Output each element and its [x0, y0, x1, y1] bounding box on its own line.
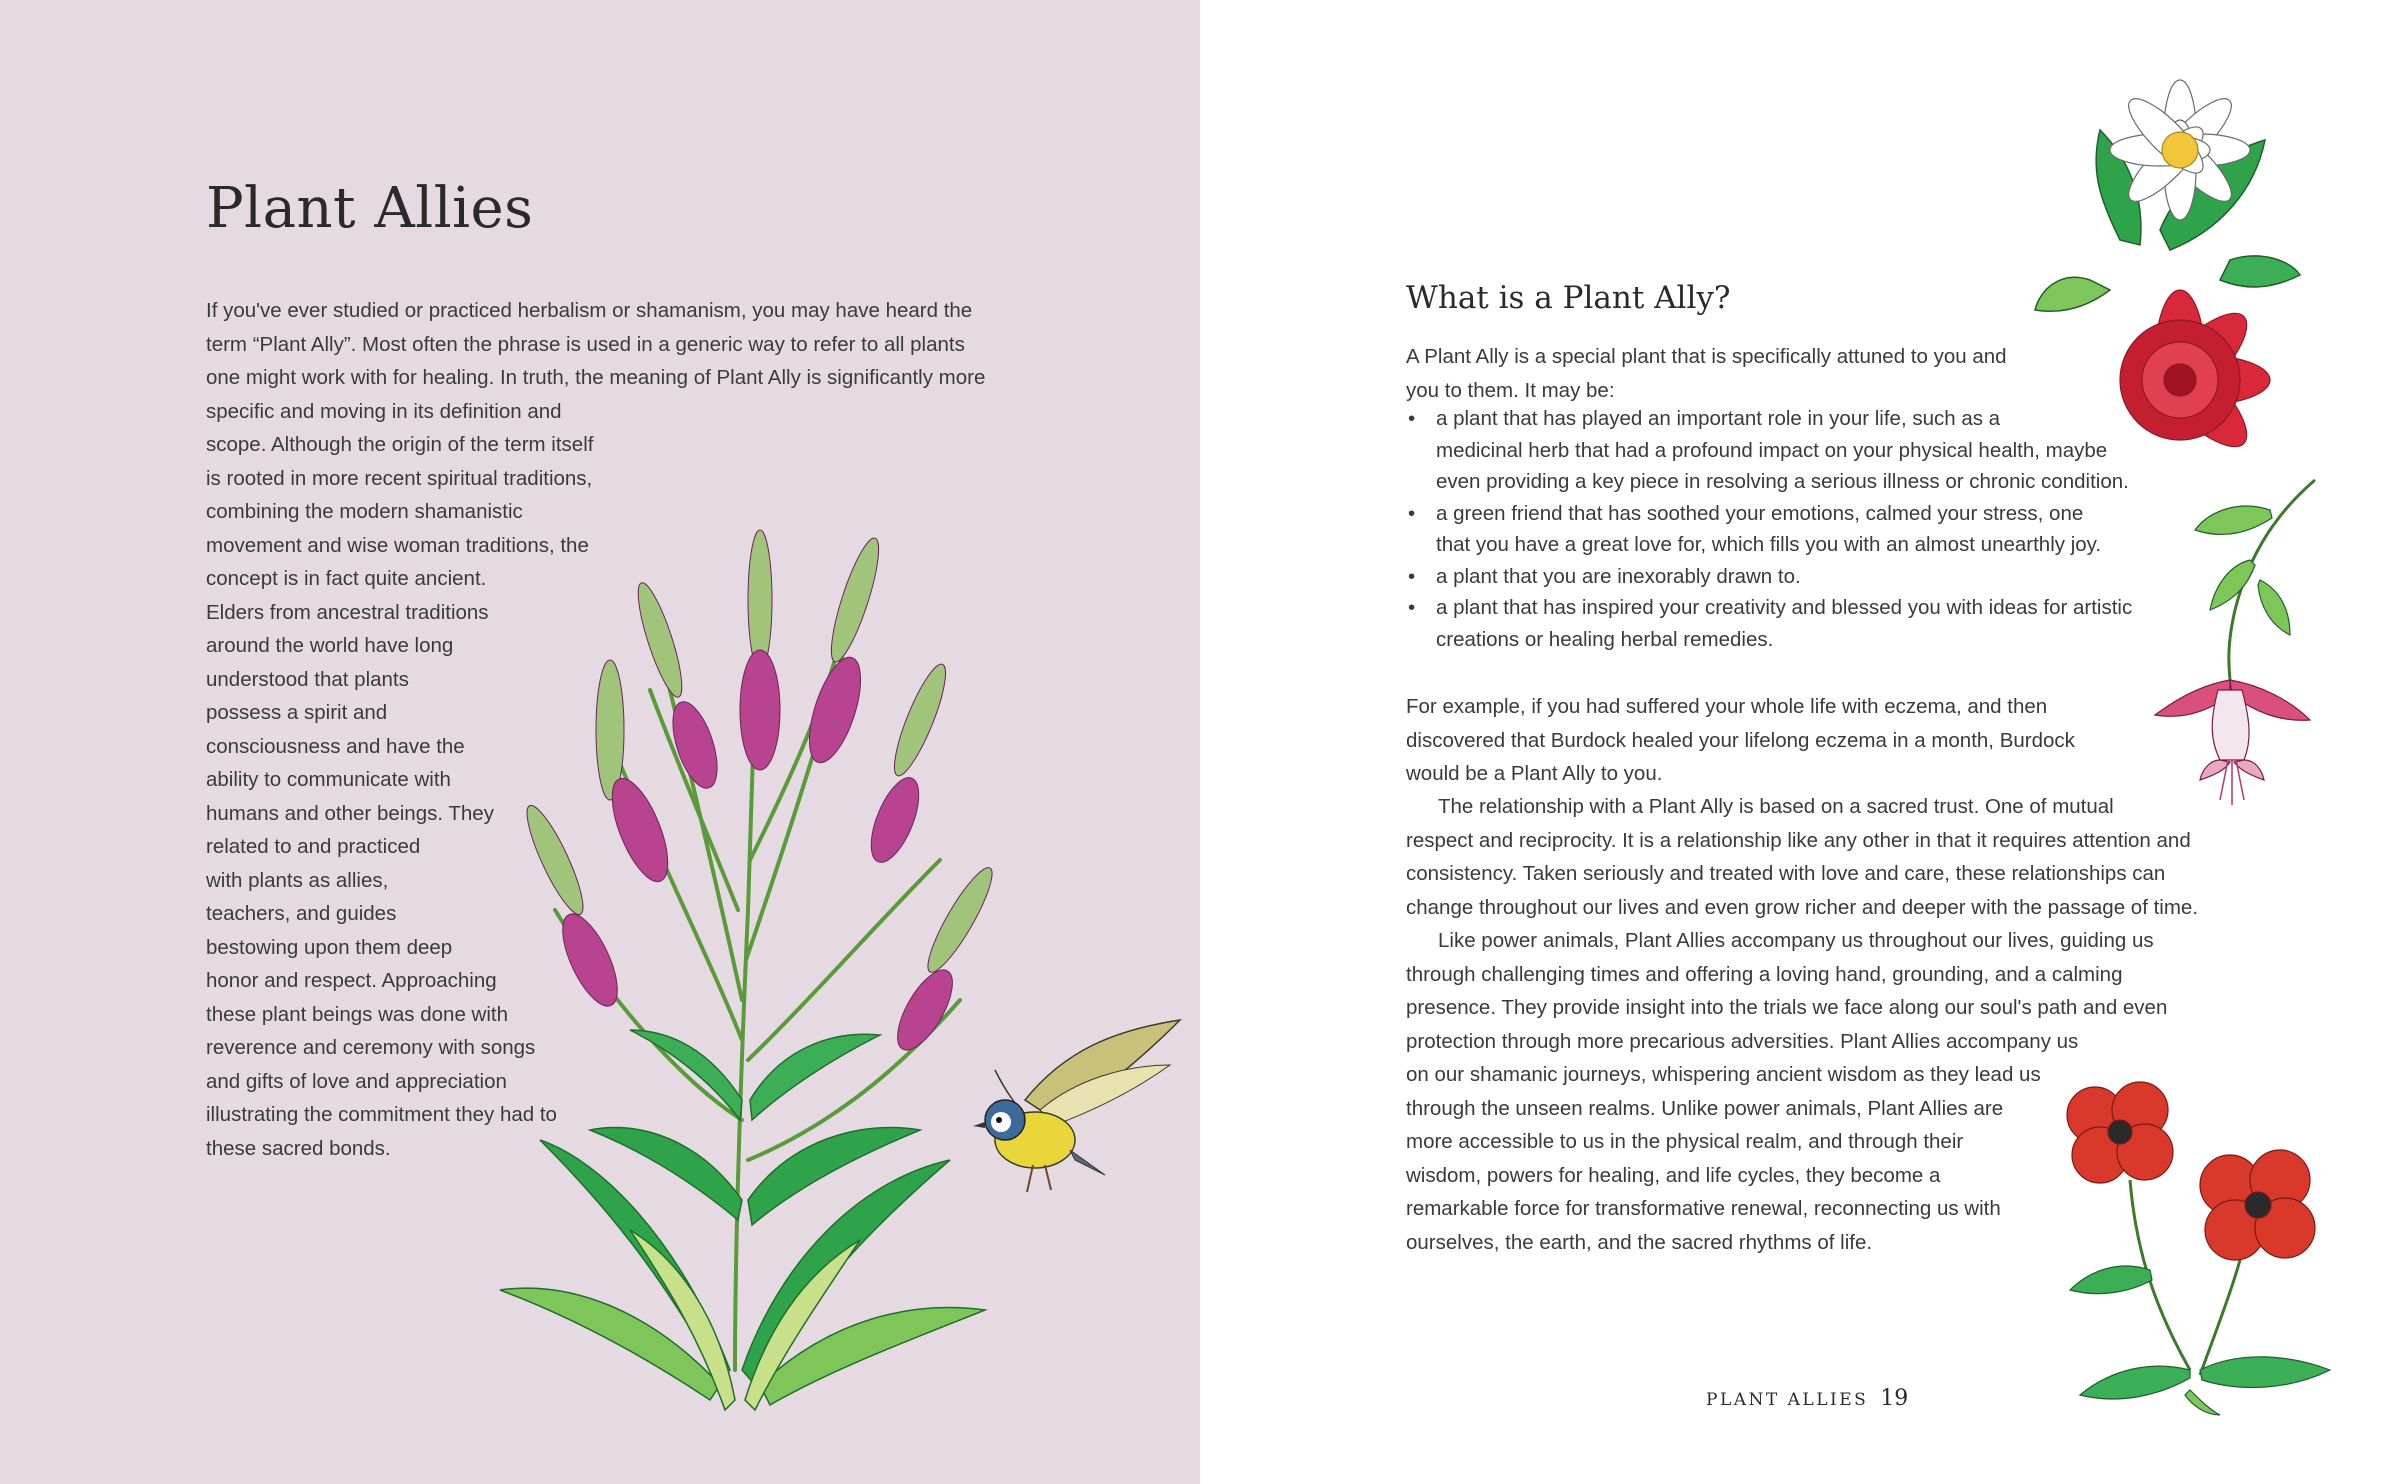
page-number: 19 [1880, 1386, 1909, 1411]
text-line: even providing a key piece in resolving a serious illness or chronic condition. [1436, 470, 2129, 493]
text-line: understood that plants [206, 667, 409, 691]
text-line: ourselves, the earth, and the sacred rhythms of life. [1406, 1230, 1873, 1254]
list-item [1406, 561, 2206, 593]
text-line: on our shamanic journeys, whispering ancient wisdom as they lead us [1406, 1063, 2041, 1086]
text-line: possess a spirit and [206, 701, 388, 724]
text-line: specific and moving in its definition and [206, 399, 562, 423]
text-line: respect and reciprocity. It is a relationship like any other in that it requires attention and [1406, 828, 2191, 852]
running-footer: PLANT ALLIES [1706, 1390, 1869, 1410]
text-line: is rooted in more recent spiritual traditions, [206, 466, 593, 490]
text-line: movement and wise woman traditions, the [206, 533, 589, 557]
text-line: around the world have long [206, 634, 454, 657]
text-line: Elders from ancestral traditions [206, 600, 489, 624]
text-line: consciousness and have the [206, 734, 465, 758]
text-line: The relationship with a Plant Ally is based on a sacred trust. One of mutual [1438, 795, 2114, 818]
text-line: change throughout our lives and even grow richer and deeper with the passage of time. [1406, 895, 2199, 919]
text-line: a plant that has inspired your creativity and blessed you with ideas for artistic [1436, 596, 2133, 619]
text-line: with plants as allies, [206, 868, 389, 892]
dahlia-illustration [2030, 60, 2300, 460]
page-footer [1706, 1386, 1908, 1411]
text-line: and gifts of love and appreciation [206, 1069, 507, 1093]
text-line: these sacred bonds. [206, 1136, 391, 1160]
text-line: teachers, and guides [206, 902, 397, 925]
text-line: reverence and ceremony with songs [206, 1036, 536, 1059]
text-line: bestowing upon them deep [206, 935, 453, 959]
text-line: discovered that Burdock healed your lifelong eczema in a month, Burdock [1406, 728, 2075, 752]
text-line: through challenging times and offering a loving hand, grounding, and a calming [1406, 962, 2123, 986]
text-line: illustrating the commitment they had to [206, 1103, 557, 1126]
text-line: you to them. It may be: [1406, 378, 1615, 402]
text-line: For example, if you had suffered your whole life with eczema, and then [1406, 695, 2048, 718]
text-line: wisdom, powers for healing, and life cycles, they become a [1406, 1163, 1941, 1187]
fuchsia-illustration [2140, 470, 2320, 810]
text-line: medicinal herb that had a profound impact on your physical health, maybe [1436, 438, 2108, 462]
bullet-symbol: • [1408, 501, 1416, 525]
text-line: remarkable force for transformative renewal, reconnecting us with [1406, 1197, 2001, 1220]
verbena-plant-illustration [480, 440, 1000, 1440]
example-paragraph [1406, 690, 2236, 791]
text-line: one might work with for healing. In truth, the meaning of Plant Ally is significantly more [206, 366, 986, 389]
poppy-illustration [2040, 1070, 2360, 1420]
text-line: that you have a great love for, which fills you with an almost unearthly joy. [1436, 533, 2102, 556]
text-line: Like power animals, Plant Allies accompany us throughout our lives, guiding us [1438, 929, 2154, 952]
list-item [1406, 592, 2206, 655]
text-line: presence. They provide insight into the trials we face along our soul's path and even [1406, 996, 2168, 1019]
list-item [1406, 498, 2206, 561]
text-line: would be a Plant Ally to you. [1406, 762, 1663, 785]
text-line: through the unseen realms. Unlike power animals, Plant Allies are [1406, 1096, 2004, 1120]
bird-illustration [955, 1010, 1195, 1200]
text-line: a plant that you are inexorably drawn to. [1436, 564, 1801, 588]
text-line: A Plant Ally is a special plant that is specifically attuned to you and [1406, 345, 2007, 368]
bullet-symbol: • [1408, 596, 1416, 619]
bullet-symbol: • [1408, 564, 1416, 588]
text-line: protection through more precarious adversities. Plant Allies accompany us [1406, 1029, 2079, 1053]
text-line: related to and practiced [206, 835, 421, 858]
text-line: concept is in fact quite ancient. [206, 567, 487, 590]
page-title: Plant Allies [206, 176, 534, 241]
text-line: If you've ever studied or practiced herbalism or shamanism, you may have heard the [206, 299, 973, 322]
relationship-paragraph [1406, 790, 2236, 924]
text-line: scope. Although the origin of the term itself [206, 433, 594, 456]
text-line: creations or healing herbal remedies. [1436, 627, 1774, 651]
text-line: a plant that has played an important role in your life, such as a [1436, 407, 2001, 430]
text-line: these plant beings was done with [206, 1002, 509, 1026]
text-line: humans and other beings. They [206, 801, 494, 825]
text-line: consistency. Taken seriously and treated with love and care, these relationships can [1406, 862, 2166, 885]
text-line: honor and respect. Approaching [206, 969, 497, 992]
section-heading: What is a Plant Ally? [1406, 280, 1731, 316]
text-line: more accessible to us in the physical realm, and through their [1406, 1130, 1964, 1153]
text-line: ability to communicate with [206, 768, 451, 791]
text-line: a green friend that has soothed your emotions, calmed your stress, one [1436, 501, 2084, 525]
text-line: term “Plant Ally”. Most often the phrase is used in a generic way to refer to all plants [206, 332, 965, 356]
text-line: combining the modern shamanistic [206, 500, 523, 523]
bullet-symbol: • [1408, 407, 1416, 430]
